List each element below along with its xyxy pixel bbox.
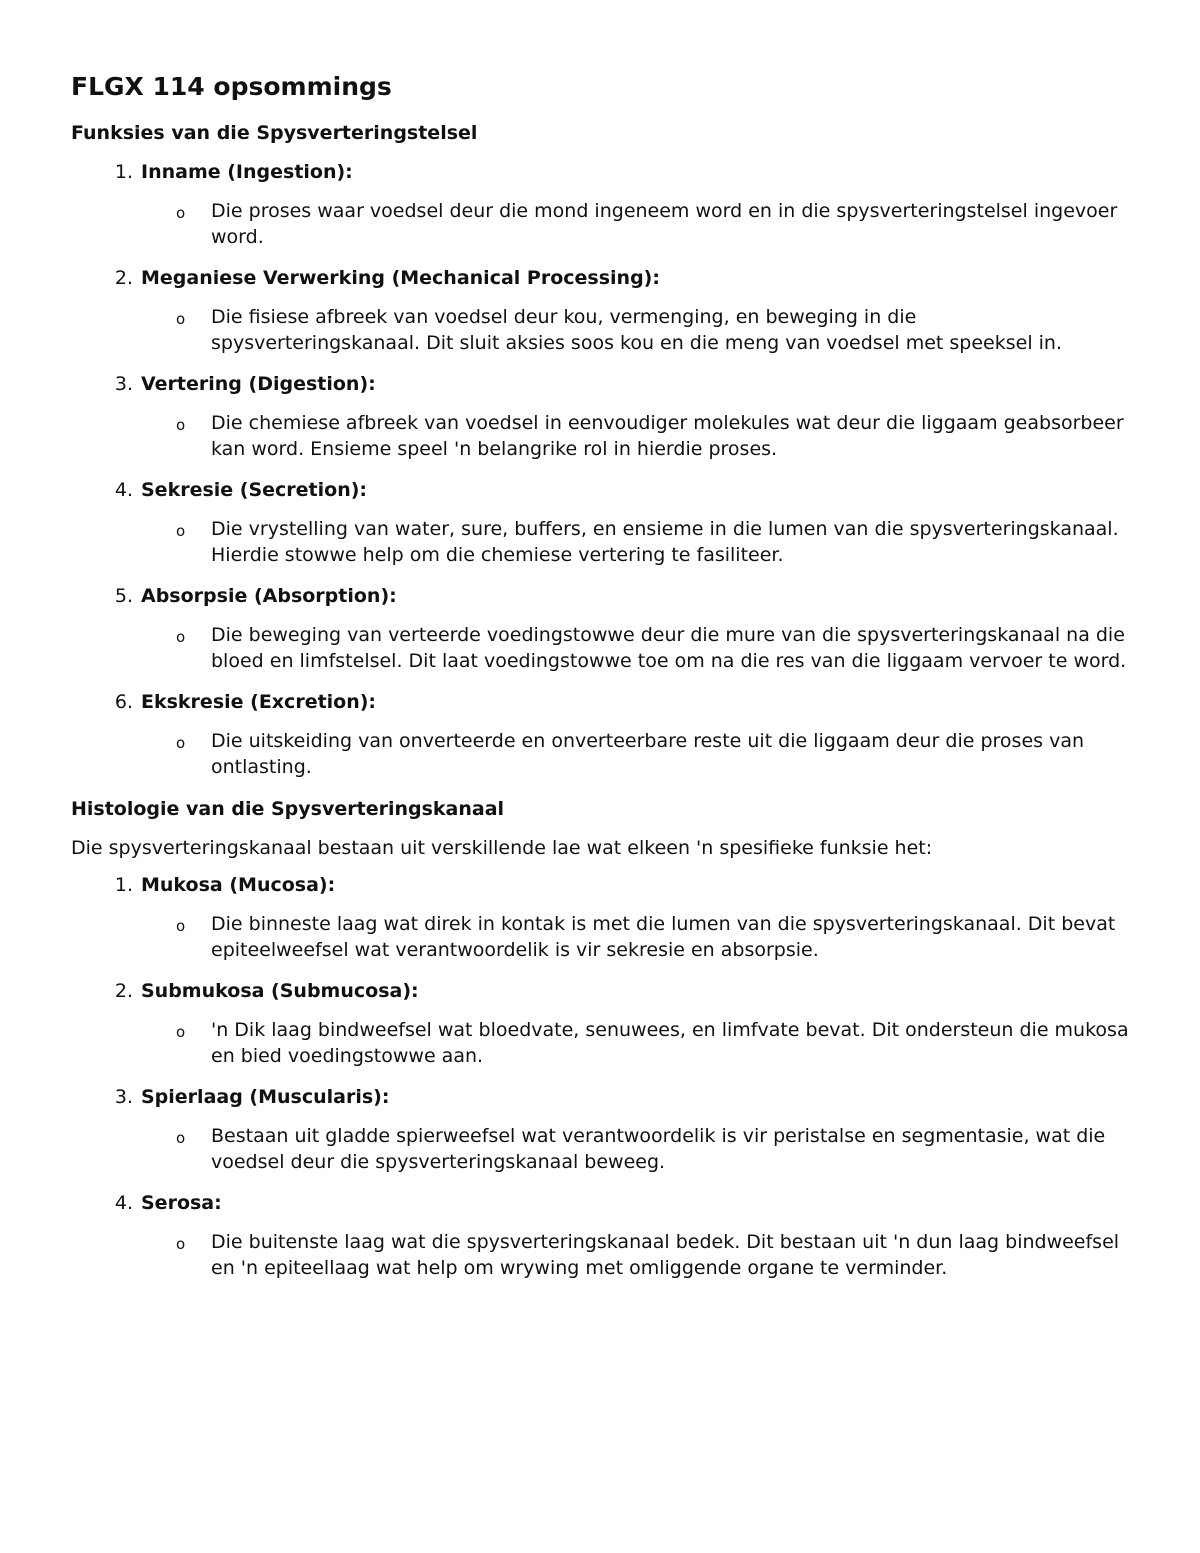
sub-bullet xyxy=(71,623,1131,674)
sub-bullet-text: Die chemiese afbreek van voedsel in eenvoudiger molekules wat deur die liggaam geabsorbeer kan word. Ensieme speel 'n belangrike rol in hierdie proses. xyxy=(211,412,1124,460)
list-item-heading xyxy=(71,372,1131,397)
section xyxy=(71,796,1131,1281)
sub-bullet-text: Die proses waar voedsel deur die mond ingeneem word en in die spysverteringstelsel ingevoer word. xyxy=(211,200,1118,248)
sub-bullet xyxy=(71,912,1131,963)
sub-bullet-text: Die vrystelling van water, sure, buffers, en ensieme in die lumen van die spysverteringskanaal. Hierdie stowwe help om die chemiese vertering te fasiliteer. xyxy=(211,518,1119,566)
list-item-heading xyxy=(71,160,1131,185)
sub-bullet xyxy=(71,1230,1131,1281)
sub-bullet-text: Die buitenste laag wat die spysverteringskanaal bedek. Dit bestaan uit 'n dun laag bindweefsel en 'n epiteellaag wat help om wrywing met omliggende organe te verminder. xyxy=(211,1231,1120,1279)
list-item-number: 3. xyxy=(114,373,133,395)
list-item-label: Ekskresie (Excretion): xyxy=(141,691,377,713)
section-intro: Die spysverteringskanaal bestaan uit verskillende lae wat elkeen 'n spesifieke funksie het: xyxy=(71,837,933,859)
list-item xyxy=(71,873,1131,963)
list-item-heading xyxy=(71,584,1131,609)
list-item xyxy=(71,266,1131,356)
list-item-label: Serosa: xyxy=(141,1192,222,1214)
section xyxy=(71,120,1131,780)
sub-bullet-text: Die fisiese afbreek van voedsel deur kou, vermenging, en beweging in die spysverteringskanaal. Dit sluit aksies soos kou en die meng van voedsel met speeksel in. xyxy=(211,306,1063,354)
sub-bullet-text: Die beweging van verteerde voedingstowwe deur die mure van die spysverteringskanaal na die bloed en limfstelsel. Dit laat voedingstowwe toe om na die res van die liggaam vervoer te word. xyxy=(211,624,1127,672)
bullet-icon: o xyxy=(176,204,186,222)
list-item-heading xyxy=(71,266,1131,291)
sub-bullet-text: Die binneste laag wat direk in kontak is met die lumen van die spysverteringskanaal. Dit bevat epiteelweefsel wat verantwoordelik is vir sekresie en absorpsie. xyxy=(211,913,1116,961)
bullet-icon: o xyxy=(176,416,186,434)
sub-bullet xyxy=(71,411,1131,462)
bullet-icon: o xyxy=(176,522,186,540)
list-item-label: Submukosa (Submucosa): xyxy=(141,980,419,1002)
list-item-label: Mukosa (Mucosa): xyxy=(141,874,336,896)
list-item-number: 2. xyxy=(114,980,133,1002)
list-item-number: 3. xyxy=(114,1086,133,1108)
list-item xyxy=(71,690,1131,780)
list-item xyxy=(71,1085,1131,1175)
document-page xyxy=(71,70,1131,1297)
list-item xyxy=(71,979,1131,1069)
list-item-number: 4. xyxy=(114,1192,133,1214)
sub-bullet xyxy=(71,199,1131,250)
list-item-label: Vertering (Digestion): xyxy=(141,373,376,395)
sub-bullet-text: 'n Dik laag bindweefsel wat bloedvate, senuwees, en limfvate bevat. Dit ondersteun die mukosa en bied voedingstowwe aan. xyxy=(211,1019,1129,1067)
list-item xyxy=(71,478,1131,568)
bullet-icon: o xyxy=(176,1023,186,1041)
list-item-label: Absorpsie (Absorption): xyxy=(141,585,397,607)
sub-bullet xyxy=(71,1018,1131,1069)
list-item-number: 2. xyxy=(114,267,133,289)
list-item xyxy=(71,160,1131,250)
document-title: FLGX 114 opsommings xyxy=(71,72,392,101)
list-item-number: 6. xyxy=(114,691,133,713)
list-item-heading xyxy=(71,873,1131,898)
list-item xyxy=(71,584,1131,674)
list-item-label: Sekresie (Secretion): xyxy=(141,479,368,501)
list-item-heading xyxy=(71,1191,1131,1216)
bullet-icon: o xyxy=(176,1129,186,1147)
bullet-icon: o xyxy=(176,310,186,328)
sub-bullet-text: Bestaan uit gladde spierweefsel wat verantwoordelik is vir peristalse en segmentasie, wat die voedsel deur die spysverteringskanaal beweeg. xyxy=(211,1125,1106,1173)
list-item-number: 1. xyxy=(114,161,133,183)
list-item-number: 4. xyxy=(114,479,133,501)
bullet-icon: o xyxy=(176,734,186,752)
sub-bullet xyxy=(71,1124,1131,1175)
list-item-label: Meganiese Verwerking (Mechanical Processing): xyxy=(141,267,660,289)
sub-bullet xyxy=(71,305,1131,356)
sub-bullet xyxy=(71,517,1131,568)
list-item-number: 1. xyxy=(114,874,133,896)
list-item-heading xyxy=(71,690,1131,715)
document-sections xyxy=(71,120,1131,1281)
list-item-heading xyxy=(71,478,1131,503)
sub-bullet-text: Die uitskeiding van onverteerde en onverteerbare reste uit die liggaam deur die proses van ontlasting. xyxy=(211,730,1085,778)
list-item xyxy=(71,1191,1131,1281)
sub-bullet xyxy=(71,729,1131,780)
list-item-label: Inname (Ingestion): xyxy=(141,161,353,183)
section-heading: Histologie van die Spysverteringskanaal xyxy=(71,798,505,820)
list-item-heading xyxy=(71,979,1131,1004)
bullet-icon: o xyxy=(176,917,186,935)
list-item-label: Spierlaag (Muscularis): xyxy=(141,1086,390,1108)
bullet-icon: o xyxy=(176,1235,186,1253)
bullet-icon: o xyxy=(176,628,186,646)
list-item xyxy=(71,372,1131,462)
section-heading: Funksies van die Spysverteringstelsel xyxy=(71,122,478,144)
list-item-heading xyxy=(71,1085,1131,1110)
list-item-number: 5. xyxy=(114,585,133,607)
